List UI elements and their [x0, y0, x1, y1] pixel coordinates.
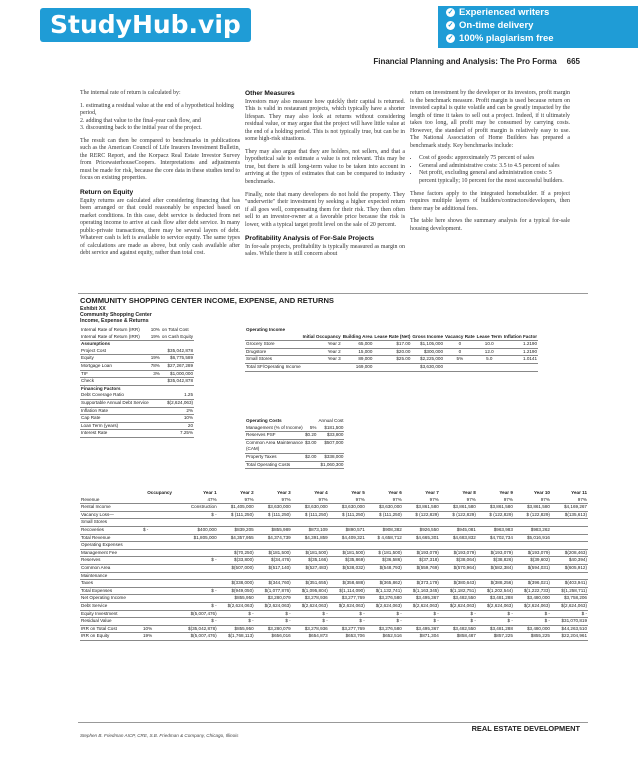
paragraph: The result can then be compared to benchmarks in publications such as the American Council of Life Insurers Investment Bulletin, the RERC Report, and the Korpacz Real Estate Investor Survey from PricewaterhouseCoopers. Interpretations and adjustments must be made for risk, because the core data in these studies tend to focus on existing properties. [80, 137, 240, 182]
list-item: • Net profit, excluding general and administration costs: 5 percent typically; 10 percent for the most successful builders. [419, 170, 570, 185]
table-row: Revenue 47% 97% 97% 97% 97% 97% 97% 97% 97% 97% 97% [80, 497, 588, 504]
credit-line: Stephen B. Friedman AICP, CRE, S.B. Friedman & Company, Chicago, Illinois [80, 733, 239, 738]
table-row: Common Area Maintenance $3.00 $507,000 [246, 439, 344, 445]
list-item: • General and administrative costs: 3.5 to 4.5 percent of sales [419, 163, 570, 171]
table-row: (CAM) [245, 446, 344, 453]
operating-income-table: Operating Income Initial Occupancy Building Area Lease Rate (Net) Gross Income Vacancy Rate Lease Term Inflation Factor Grocery Store Year 2 65,000 $17.00 $1,105,000 0 10.0 1.2190 Drugstore Year 2 15,000 $20.00 $300,000 0 12.0 1.2190 Small Stores Year 3 89,000 $25.00 $2,225,000 5% 5.0 1.0141 Total SF/Operating Income 169,000 $3,630,000 [245, 327, 538, 372]
header-row: Occupancy Year 1 Year 2 Year 3 Year 4 Year 5 Year 6 Year 7 Year 8 Year 9 Year 10 Year 11 [147, 490, 587, 495]
paragraph: These factors apply to the integrated homebuilder. If a project requires multiple layers of builders/contractors/developers, then there may be additional fees. [410, 190, 570, 212]
table-row: IRR on Total Cost 10% $(35,042,878) $855,950 $3,280,079 $3,278,936 $3,277,769 $3,276,580 $3,495,367 $3,482,550 $3,481,288 $3,480,000 $44,263,510 [80, 625, 588, 633]
text-column-2 [245, 90, 405, 264]
feature-item: ✓ 100% plagiarism free [447, 33, 554, 44]
section-heading: Profitability Analysis of For-Sale Projects [245, 235, 375, 243]
section-heading: Return on Equity [80, 189, 134, 197]
list-item: 3. discounting back to the initial year of the project. [80, 125, 202, 132]
table-row: Management (% of Income) 5% $181,500 [245, 425, 344, 432]
table-row: Taxes $(338,000) $(344,760) $(351,655) $(358,688) $(365,862) $(373,179) $(380,643) $(388,256) $(396,021) $(403,941) [80, 580, 588, 588]
table-row: Total Expenses $ - $(949,050) $(1,077,876) $(1,095,804) $(1,114,090) $(1,132,741) $(1,163,345) $(1,182,751) $(1,202,544) $(1,222,733) $(1,258,711) [80, 587, 588, 595]
ad-banner [0, 0, 638, 48]
list-item: • Cost of goods: approximately 75 percent of sales [419, 155, 570, 163]
table-row: Property Taxes $2.00 $338,000 [245, 453, 344, 461]
paragraph: The table here shows the summary analysis for a typical for-sale housing development. [410, 218, 570, 232]
paragraph: The internal rate of return is calculated by: [80, 90, 181, 96]
operating-costs-table: Operating Costs Annual Cost Management (% of Income) 5% $181,500 Reserves PSF $0.20 $33,800 Common Area Maintenance $3.00 $507,000 (CAM) Property Taxes $2.00 $338,000 Total Operating Costs $1,060,300 [245, 418, 344, 469]
paragraph: They may also argue that they are holders, not sellers, and that a hypothetical sale to estimate a value is not relevant. This may be true, but there is still long-term value to be taken into account in arriving at the types of estimates that can be compared to industry benchmarks. [245, 148, 405, 186]
steps-list [80, 103, 240, 133]
assumptions-label: Assumptions [81, 341, 111, 347]
table-row: Equity Investment $(5,007,476) $ - $ - $ - $ - $ - $ - $ - $ - $ - $ - [80, 610, 588, 618]
chapter-title: Financial Planning and Analysis: The Pro Forma [373, 57, 557, 66]
table-row: Total Revenue $1,805,000 $4,357,955 $4,374,739 $4,391,859 $4,409,321 $ 4,658,712 $4,665,301 $4,683,832 $4,702,734 $5,016,916 [80, 534, 588, 542]
table-row: Management Fee $(70,250) $(181,500) $(181,500) $(181,500) $ (181,500) $(193,079) $(193,079) $(193,079) $(193,079) $(208,463) [80, 549, 588, 557]
table-row: Rental Income Construction $1,405,000 $3,630,000 $3,630,000 $3,630,000 $3,630,000 $3,861,580 $3,861,580 $3,861,580 $3,861,580 $4,169,267 [80, 504, 588, 512]
table-row: Residual Value $ - $ - $ - $ - $ - $ - $ - $ - $ - $ - $31,070,819 [80, 618, 588, 626]
studyhub-logo[interactable]: StudyHub.vip [40, 8, 251, 42]
costs-label: Operating Costs [246, 418, 282, 423]
table-row: Grocery Store Year 2 65,000 $17.00 $1,105,000 0 10.0 1.2190 [245, 341, 538, 349]
table-row: Maintenance [80, 572, 588, 580]
table-row: Common Area $(507,000) $(517,140) $(527,483) $(538,032) $(548,793) $(559,769) $(570,964) $(582,384) $(594,031) $(605,912) [80, 564, 588, 572]
table-row: Small Stores [80, 519, 588, 527]
check-icon: ✓ [447, 22, 454, 29]
section-heading: Other Measures [245, 90, 295, 97]
benchmark-list [410, 155, 570, 185]
table-row: Net Operating Income $855,950 $3,280,079 $3,278,936 $3,277,769 $3,276,580 $3,495,367 $3,482,550 $3,481,288 $3,480,000 $3,758,206 [80, 595, 588, 603]
section-footer: REAL ESTATE DEVELOPMENT [471, 724, 580, 733]
feature-item: ✓ Experienced writers [447, 7, 550, 18]
financing-label: Financing Factors [81, 385, 121, 391]
feature-box [438, 6, 638, 48]
feature-item: ✓ On-time delivery [447, 20, 534, 31]
divider [78, 293, 588, 294]
running-header [373, 57, 580, 66]
check-icon: ✓ [447, 9, 454, 16]
page-number: 665 [566, 57, 580, 66]
divider [78, 722, 588, 723]
table-row: IRR on Equity 19% $(5,007,476) $(1,768,113) $656,016 $654,873 $653,706 $652,516 $871,304 $858,487 $857,225 $855,225 $22,204,961 [80, 633, 588, 641]
list-item: 1. estimating a residual value at the end of a hypothetical holding period, [80, 102, 234, 117]
exhibit-subtitle: Exhibit XX Community Shopping Center Income, Expense & Returns [80, 306, 152, 324]
table-row: Reserves $ - $(33,800) $(34,476) $(35,166) $(35,869) $(36,586) $(37,318) $(38,064) $(38,826) $(39,602) $40,394) [80, 557, 588, 565]
table-row: Drugstore Year 2 15,000 $20.00 $300,000 0 12.0 1.2190 [245, 348, 538, 356]
table-row: Reserves PSF $0.20 $33,800 [245, 432, 344, 440]
exhibit-heading: COMMUNITY SHOPPING CENTER INCOME, EXPENSE, AND RETURNS [80, 296, 334, 305]
table-row: Recoveries $ - $400,000 $839,205 $855,989 $873,109 $890,571 $908,382 $926,550 $945,081 $963,983 $983,262 [80, 526, 588, 534]
table-row: Total Operating Costs $1,060,300 [245, 461, 344, 469]
assumptions-table: Internal Rate of Return (IRR) 10% on Total Cost Internal Rate of Return (IRR) 19% on Cash Equity Assumptions Project Cost $35,042,878 Equity 19% $6,775,589 Mortgage Loan 78% $27,267,289 TIF 3% $1,000,000 Check $35,042,878 Financing Factors Debt Coverage Ratio 1.25 Supportable Annual Debt Service $(2,624,063) Inflation Rate 2% Cap Rate 10% Loan Term (years) 20 Interest Rate 7.25% [80, 327, 194, 438]
table-row: Small Stores Year 3 89,000 $25.00 $2,225,000 5% 5.0 1.0141 [245, 356, 538, 364]
ops-label: Operating Income [246, 327, 286, 332]
paragraph: return on investment by the developer or its investors, profit margin is the benchmark measure. Profit margin is used because return on invested capital is quite volatile and can be greatly impacted by the length of time it takes to sell out a project. Indeed, if it ultimately takes too long, all profit may be consumed by carrying costs. However, the standard of profit margin is relatively easy to use. The National Association of Home Builders has prepared a benchmark study. Key benchmarks include: [410, 90, 570, 149]
paragraph: In for-sale projects, profitability is typically measured as margin on sales. While there is still concern about [245, 243, 405, 258]
cash-flow-table [80, 490, 588, 641]
paragraph: Investors may also measure how quickly their capital is returned. This is valid in restaurant projects, which typically have a shorter lifespan. They may also look at returns without considering residual value, or may argue that the project will have little value at the end of a holding period. This is not typically true, but can be in some high-risk situations. [245, 98, 405, 143]
check-icon: ✓ [447, 35, 454, 42]
table-row: Total SF/Operating Income 169,000 $3,630,000 [245, 363, 538, 371]
table-row: Debt Service $ - $(2,624,063) $(2,624,063) $(2,624,063) $(2,624,063) $(2,624,063) $(2,624,063) $(2,624,063) $(2,624,063) $(2,624,063) $(2,624,063) [80, 602, 588, 610]
paragraph: Finally, note that many developers do not hold the property. They "underwrite" their investment by seeking a higher expected return if all goes well, compensating them for their risk. They then often sell to an investor-owner at a favorable price because the risk is lower, with a typical target profit level on the sale of 20 percent. [245, 191, 405, 228]
text-column-3 [410, 90, 570, 238]
list-item: 2. adding that value to the final-year cash flow, and [80, 117, 201, 124]
paragraph: Equity returns are calculated after considering financing that has been arranged or that could reasonably be expected based on market conditions. In this case, debt service is deducted from net operating income to arrive at cash flow after debt service. In many public-private transactions, there may be several layers of debt. Whatever cash is left is available to service equity. The same types of calculations are made as above, but only cash available after debt service and against equity, rather than total cost. [80, 197, 240, 257]
table-row: Operating Expenses [80, 542, 588, 550]
text-column-1 [80, 90, 240, 263]
table-row: Vacancy Loss— $ - $ (111,250) $ (111,250) $ (111,250) $ (111,250) $ (111,250) $ (122,829) $ (122,829) $ (122,829) $ (122,829) $(135,613) [80, 511, 588, 519]
